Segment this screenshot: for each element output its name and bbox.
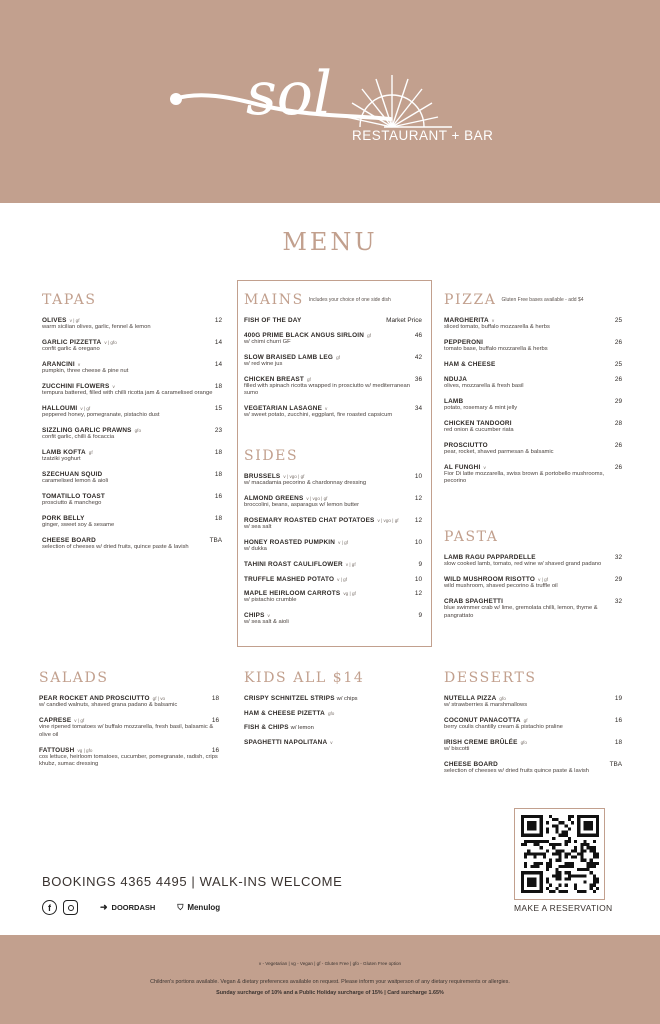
item-diet-tag: gfo: [499, 696, 506, 701]
item-price: 23: [214, 427, 222, 434]
item-name-text: BRUSSELS: [244, 473, 281, 480]
menu-item: [244, 576, 422, 583]
menu-item: [244, 376, 422, 398]
menu-item: [244, 354, 422, 369]
item-price: 16: [211, 717, 219, 724]
logo-subtitle: RESTAURANT + BAR: [352, 128, 494, 143]
desserts-list: [444, 695, 622, 776]
item-diet-tag: v: [112, 384, 115, 389]
menu-item: [444, 464, 622, 486]
item-name-text: FATTOUSH: [39, 746, 75, 754]
menu-item: [244, 695, 422, 702]
pasta-title: PASTA: [444, 529, 499, 545]
menu-item: [444, 598, 622, 620]
item-name-text: AL FUNGHI: [444, 463, 481, 471]
item-name: [39, 747, 92, 754]
item-name-text: COCONUT PANACOTTA: [444, 717, 521, 724]
instagram-icon[interactable]: [63, 900, 78, 915]
menu-item: [244, 710, 422, 717]
item-description: selection of cheeses w/ dried fruits, quince paste & lavish: [42, 544, 189, 550]
menu-item: [244, 495, 422, 510]
item-name-text: HALLOUMI: [42, 405, 78, 412]
item-price: 25: [614, 317, 622, 324]
menu-item: [444, 739, 622, 754]
item-price: 18: [214, 449, 222, 456]
item-name-text: 400G PRIME BLACK ANGUS SIRLOIN: [244, 331, 365, 339]
item-name-text: MARGHERITA: [444, 317, 489, 324]
item-price: 18: [214, 383, 222, 390]
menu-item: [42, 427, 222, 442]
menu-item: [244, 724, 422, 731]
item-inline-desc: w/ chips: [336, 696, 358, 702]
item-name-text: HAM & CHEESE: [444, 361, 496, 368]
item-name-text: LAMB KOFTA: [42, 449, 86, 456]
item-name-text: SZECHUAN SQUID: [42, 471, 103, 478]
item-name: [244, 590, 356, 597]
item-price: 12: [414, 590, 422, 597]
mains-note: Includes your choice of one side dish: [308, 297, 391, 303]
item-diet-tag: v | gf: [345, 562, 356, 567]
bookings-text: BOOKINGS 4365 4495 | WALK-INS WELCOME: [42, 874, 343, 889]
item-price: 29: [614, 397, 622, 405]
doordash-link[interactable]: [100, 902, 155, 913]
item-price: 34: [414, 405, 422, 412]
item-name-text: PEAR ROCKET AND PROSCIUTTO: [39, 695, 150, 702]
menu-item: [42, 361, 222, 376]
item-price: 12: [414, 517, 422, 524]
item-name: [42, 339, 117, 346]
item-diet-tag: v | vgo | gf: [283, 474, 305, 479]
item-diet-tag: v | gf: [337, 576, 347, 582]
item-price: TBA: [609, 761, 622, 768]
mains-title: MAINS Includes your choice of one side dish: [244, 292, 391, 308]
item-price: 10: [414, 539, 422, 546]
item-name-text: ZUCCHINI FLOWERS: [42, 383, 110, 390]
item-price: 26: [614, 441, 622, 449]
item-description: tzatziki yoghurt: [42, 456, 81, 462]
item-description: w/ dukka: [244, 546, 267, 552]
item-diet-tag: v: [325, 406, 328, 411]
item-price: 10: [414, 473, 422, 480]
menu-item: [444, 717, 622, 732]
item-name-text: TRUFFLE MASHED POTATO: [244, 575, 335, 583]
item-name-text: SPAGHETTI NAPOLITANA: [244, 738, 328, 746]
item-diet-tag: gf: [523, 718, 528, 723]
menu-item: [444, 361, 622, 368]
item-description: confit garlic, chilli & focaccia: [42, 434, 115, 440]
item-description: filled with spinach ricotta wrapped in prosciutto w/ mediterranean sumo: [244, 382, 410, 396]
menu-item: [444, 317, 622, 332]
item-description: w/ pistachio crumble: [244, 597, 297, 603]
item-diet-tag: v | vgo | gf: [306, 496, 328, 501]
item-description: confit garlic & oregano: [42, 346, 100, 352]
item-diet-tag: v | gf: [69, 318, 80, 323]
item-name-text: VEGETARIAN LASAGNE: [244, 405, 323, 412]
item-price: 26: [614, 375, 622, 383]
item-price: 9: [418, 612, 422, 619]
item-name-text: PEPPERONI: [444, 339, 484, 346]
item-name: [42, 361, 80, 368]
item-price: 46: [414, 331, 422, 339]
menu-item: [444, 398, 622, 413]
item-diet-tag: v | vgo | gf: [377, 518, 399, 523]
menu-item: [42, 471, 222, 486]
menu-item: [244, 473, 422, 488]
item-description: w/ biscotti: [444, 746, 470, 752]
item-price: 32: [614, 598, 622, 605]
menu-item: [444, 376, 622, 391]
kids-section: [244, 670, 422, 753]
item-name: [444, 761, 498, 768]
menu-item: [39, 695, 219, 710]
item-description: warm sicilian olives, garlic, fennel & lemon: [42, 324, 151, 330]
item-diet-tag: gfo: [134, 428, 141, 433]
item-name: [444, 464, 486, 471]
item-diet-tag: v | gf: [538, 577, 548, 582]
menulog-icon: ⛉: [177, 902, 184, 912]
menu-item: [444, 554, 622, 569]
item-description: w/ candied walnuts, shaved grana padano & balsamic: [39, 702, 178, 708]
item-name: [244, 332, 371, 339]
item-price: 18: [211, 695, 219, 702]
sides-list: [244, 473, 422, 627]
item-description: cos lettuce, heirloom tomatoes, cucumber, pomegranate, radish, crips khubz, sumac dressing: [39, 753, 218, 767]
item-description: broccolini, beans, asparagus w/ lemon butter: [244, 502, 360, 508]
item-price: 29: [614, 576, 622, 583]
item-price: 14: [214, 361, 222, 368]
item-name: [244, 473, 304, 480]
item-name: [444, 376, 467, 383]
item-price: 32: [614, 554, 622, 561]
item-name: [42, 427, 141, 434]
menu-item: [42, 317, 222, 332]
item-price: 42: [414, 353, 422, 361]
item-description: w/ sweet potato, zucchini, eggplant, fire roasted capsicum: [244, 412, 393, 418]
item-price: TBA: [209, 537, 222, 544]
item-name: [444, 317, 494, 324]
item-name: [42, 515, 85, 522]
menu-item: [244, 405, 422, 420]
item-price: 26: [614, 463, 622, 471]
item-price: 36: [414, 375, 422, 383]
pizza-section: [444, 292, 622, 493]
item-description: tempura battered, filled with chilli ricotta jam & caramelised orange: [42, 390, 213, 396]
item-name: [444, 695, 506, 702]
item-name-text: CHICKEN BREAST: [244, 375, 304, 383]
item-name: [244, 354, 340, 361]
item-name: [244, 724, 314, 731]
item-name-text: IRISH CREME BRÛLÉE: [444, 739, 518, 746]
pizza-note: Gluten Free bases available - add $4: [501, 297, 584, 303]
pasta-section: [444, 529, 622, 628]
item-diet-tag: gf: [88, 450, 93, 455]
item-diet-tag: v | gf: [74, 718, 85, 723]
qr-code-icon: [521, 815, 599, 893]
item-name: [444, 739, 527, 746]
item-description: berry coulis chantilly cream & pistachio praline: [444, 724, 563, 730]
item-name-text: PROSCIUTTO: [444, 441, 488, 449]
sides-section: [244, 448, 422, 634]
facebook-icon[interactable]: f: [42, 900, 57, 915]
item-price: 18: [214, 515, 222, 522]
tapas-list: [42, 317, 222, 552]
item-name-text: OLIVES: [42, 317, 67, 324]
item-diet-tag: v: [491, 318, 495, 323]
item-name: [244, 710, 334, 717]
mains-section: [244, 292, 422, 427]
item-description: slow cooked lamb, tomato, red wine w/ shaved grand padano: [444, 561, 602, 567]
item-name: [244, 376, 311, 383]
item-diet-tag: v | gf: [80, 406, 91, 411]
item-name: [244, 612, 270, 619]
item-price: 16: [214, 493, 222, 500]
item-description: w/ red wine jus: [244, 360, 283, 367]
item-name-text: GARLIC PIZZETTA: [42, 339, 102, 346]
pasta-list: [444, 554, 622, 620]
item-description: red onion & cucumber riata: [444, 426, 514, 433]
mains-list: [244, 317, 422, 420]
item-description: sliced tomato, buffalo mozzarella & herbs: [444, 324, 550, 330]
item-name: [244, 539, 348, 546]
desserts-title: DESSERTS: [444, 670, 537, 686]
menu-item: [42, 383, 222, 398]
item-description: tomato base, buffalo mozzarella & herbs: [444, 346, 548, 352]
item-price: 9: [418, 561, 422, 568]
diet-legend: v - Vegetarian | vg - Vegan | gf - Gluten Free | gfo - Gluten Free option: [258, 961, 402, 966]
header-band: [0, 0, 660, 203]
item-diet-tag: v: [330, 739, 333, 745]
item-price: 19: [614, 695, 622, 702]
item-description: peppered honey, pomegranate, pistachio dust: [42, 412, 160, 418]
item-price: 18: [214, 471, 222, 478]
item-description: pear, rocket, shaved parmesan & balsamic: [444, 448, 554, 455]
desserts-section: [444, 670, 622, 783]
item-name-text: TAHINI ROAST CAULIFLOWER: [244, 561, 343, 568]
item-description: w/ sea salt: [244, 524, 272, 530]
item-diet-tag: v | gfo: [104, 340, 117, 345]
item-name: [42, 471, 102, 478]
item-diet-tag: v: [483, 464, 486, 470]
tapas-title: TAPAS: [42, 292, 97, 308]
menu-item: [444, 576, 622, 591]
item-diet-tag: v | gf: [338, 540, 348, 545]
pizza-title: PIZZA Gluten Free bases available - add $4: [444, 292, 584, 308]
item-name-text: CHICKEN TANDOORI: [444, 419, 512, 427]
menu-item: [42, 405, 222, 420]
qr-label: MAKE A RESERVATION: [514, 903, 613, 913]
item-name-text: CRISPY SCHNITZEL STRIPS: [244, 695, 335, 702]
sides-title: SIDES: [244, 448, 299, 464]
item-name: [39, 717, 84, 724]
sol-logo: [160, 55, 520, 165]
item-name-text: SLOW BRAISED LAMB LEG: [244, 353, 334, 361]
item-name: [444, 598, 503, 605]
item-name: [244, 576, 347, 583]
item-description: blue swimmer crab w/ lime, gremolata chilli, lemon, thyme & pangrattato: [444, 605, 598, 619]
item-name: [244, 517, 399, 524]
item-name: [444, 554, 536, 561]
doordash-icon: ➜: [100, 902, 108, 912]
menu-item: [42, 493, 222, 508]
item-name-text: FISH & CHIPS: [244, 724, 289, 731]
item-name: [42, 405, 90, 412]
item-description: w/ strawberries & marshmallows: [444, 702, 528, 708]
item-name: [244, 561, 356, 568]
item-price: 15: [214, 405, 222, 412]
logo-wordmark: sol: [246, 59, 333, 129]
item-diet-tag: v: [77, 362, 81, 367]
menu-item: [42, 449, 222, 464]
item-description: ginger, sweet soy & sesame: [42, 522, 115, 528]
item-name: [444, 442, 488, 449]
item-description: selection of cheeses w/ dried fruits quince paste & lavish: [444, 768, 589, 774]
item-name-text: SIZZLING GARLIC PRAWNS: [42, 427, 132, 434]
item-price: 25: [614, 361, 622, 368]
item-name: [244, 317, 301, 324]
item-name: [244, 495, 327, 502]
salads-title: SALADS: [39, 670, 109, 686]
menu-item: [244, 332, 422, 347]
item-name-text: HAM & CHEESE PIZETTA: [244, 709, 325, 717]
item-price: 12: [414, 495, 422, 502]
item-price: 12: [214, 317, 222, 324]
item-description: pumpkin, three cheese & pine nut: [42, 368, 129, 374]
item-name-text: CHIPS: [244, 612, 265, 619]
menu-item: [244, 739, 422, 746]
item-name: [444, 398, 463, 405]
item-name-text: HONEY ROASTED PUMPKIN: [244, 539, 336, 546]
pizza-list: [444, 317, 622, 486]
item-price: 26: [614, 339, 622, 346]
item-diet-tag: gfo: [520, 740, 527, 745]
item-name-text: LAMB RAGU PAPPARDELLE: [444, 554, 536, 561]
dietary-notice: Children's portions available. Vegan & dietary preferences available on request. Please inform your waitperson of any dietary requirements or allergies.: [150, 979, 510, 985]
menu-item: [244, 590, 422, 605]
menu-item: [444, 442, 622, 457]
menu-item: [444, 420, 622, 435]
item-description: vine ripened tomatoes w/ buffalo mozzarella, fresh basil, balsamic & olive oil: [39, 724, 214, 738]
item-name-text: NDUJA: [444, 375, 468, 383]
item-description: w/ chimi churri GF: [244, 338, 291, 345]
kids-list: [244, 695, 422, 746]
menu-title: MENU: [282, 228, 378, 256]
item-name: [42, 537, 96, 544]
item-price: 28: [614, 419, 622, 427]
item-name-text: PORK BELLY: [42, 515, 85, 522]
item-name: [42, 317, 80, 324]
salads-list: [39, 695, 219, 769]
item-name-text: CHEESE BOARD: [42, 537, 96, 544]
menu-item: [244, 517, 422, 532]
menulog-link[interactable]: [177, 903, 220, 913]
item-name: [244, 405, 327, 412]
item-description: w/ sea salt & aioli: [244, 619, 289, 625]
social-row: [42, 900, 220, 915]
item-name-text: WILD MUSHROOM RISOTTO: [444, 576, 536, 583]
item-description: potato, rosemary & mint jelly: [444, 404, 518, 411]
item-name: [244, 739, 333, 746]
item-name-text: TOMATILLO TOAST: [42, 493, 105, 500]
item-description: Fior Di latte mozzarella, swiss brown & portobello mushrooms, pecorino: [444, 470, 605, 484]
item-name-text: CRAB SPAGHETTI: [444, 598, 504, 605]
sun-rays-icon: [346, 75, 452, 127]
item-name: [444, 361, 495, 368]
menu-item: [42, 339, 222, 354]
menu-item: [42, 537, 222, 552]
menulog-label: Menulog: [187, 903, 221, 912]
doordash-label: DOORDASH: [111, 903, 156, 912]
menu-item: [444, 761, 622, 776]
menu-item: [444, 339, 622, 354]
item-diet-tag: gf: [367, 332, 371, 338]
item-description: olives, mozzarella & fresh basil: [444, 382, 524, 389]
item-diet-tag: vg | gfo: [77, 747, 93, 753]
item-name-text: MAPLE HEIRLOOM CARROTS: [244, 590, 341, 597]
item-diet-tag: gf: [306, 376, 311, 382]
item-name-text: LAMB: [444, 397, 464, 405]
menu-item: [444, 695, 622, 710]
menu-item: [39, 747, 219, 769]
item-price: 18: [614, 739, 622, 746]
item-name-text: CAPRESE: [39, 717, 72, 724]
menu-item: [42, 515, 222, 530]
item-diet-tag: gfo: [327, 710, 335, 716]
item-name-text: ROSEMARY ROASTED CHAT POTATOES: [244, 517, 375, 524]
menu-item: [244, 612, 422, 627]
item-diet-tag: gf: [336, 354, 340, 360]
item-price: 14: [214, 339, 222, 346]
item-name-text: NUTELLA PIZZA: [444, 695, 497, 702]
item-diet-tag: v: [267, 613, 270, 618]
item-diet-tag: gf | vo: [152, 696, 166, 701]
item-description: prosciutto & manchego: [42, 500, 102, 506]
menu-item: [244, 561, 422, 568]
item-description: caramelised lemon & aioli: [42, 478, 109, 484]
menu-item: [244, 539, 422, 554]
item-price: Market Price: [386, 317, 422, 324]
item-price: 16: [614, 717, 622, 724]
item-price: 10: [414, 575, 422, 583]
item-name: [444, 420, 512, 427]
item-name-text: ARANCINI: [42, 361, 75, 368]
menu-item: [39, 717, 219, 739]
item-name: [42, 493, 105, 500]
item-name-text: ALMOND GREENS: [244, 495, 304, 502]
item-name-text: FISH OF THE DAY: [244, 317, 302, 324]
tapas-section: [42, 292, 222, 559]
kids-title: KIDS ALL $14: [244, 670, 365, 686]
item-name: [42, 383, 115, 390]
item-description: wild mushroom, shaved pecorino & truffle oil: [444, 583, 558, 589]
item-inline-desc: w/ lemon: [290, 725, 314, 731]
menu-item: [244, 317, 422, 324]
item-name: [39, 695, 165, 702]
item-price: 16: [211, 746, 219, 754]
reservation-qr-code[interactable]: [514, 808, 605, 900]
item-name-text: CHEESE BOARD: [444, 761, 498, 768]
salads-section: [39, 670, 219, 776]
surcharge-notice: Sunday surcharge of 10% and a Public Holiday surcharge of 15% | Card surcharge 1.65%: [216, 990, 444, 996]
item-name: [42, 449, 93, 456]
item-name: [444, 717, 528, 724]
item-description: w/ macadamia pecorino & chardonnay dressing: [244, 480, 367, 486]
item-name: [444, 576, 548, 583]
item-name: [244, 695, 358, 702]
item-name: [444, 339, 483, 346]
item-diet-tag: vg | gf: [343, 591, 356, 596]
